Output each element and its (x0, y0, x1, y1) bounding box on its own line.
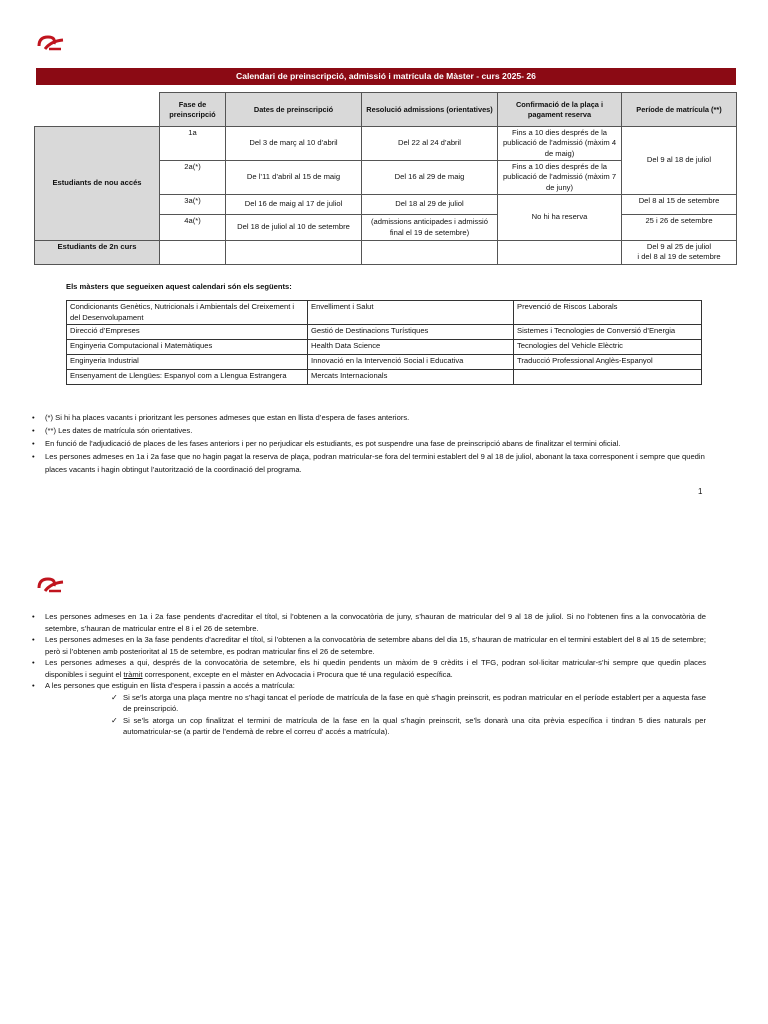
sub-list (45, 692, 706, 738)
note-text: corresponent, excepte en el màster en Advocacia i Procura que té una regulació específica. (142, 669, 453, 679)
dates-cell: Del 18 de juliol al 10 de setembre (226, 215, 362, 241)
master-cell: Health Data Science (308, 340, 514, 355)
table-row (67, 370, 702, 385)
table-row (67, 301, 702, 325)
master-cell: Prevenció de Riscos Laborals (514, 301, 702, 325)
master-cell: Gestió de Destinacions Turístiques (308, 325, 514, 340)
header-confirmation: Confirmació de la plaça i pagament reserva (498, 93, 622, 127)
list-item: • En funció de l’adjudicació de places de les fases anteriors i per no perjudicar els estudiants, es pot suspendre una fase de preinscripció abans de finalitzar el termini oficial. (30, 437, 706, 450)
resolution-cell: Del 22 al 24 d’abril (362, 127, 498, 161)
list-item: • Les persones admeses en la 3a fase pendents d’acreditar el títol, si l’obtenen a la convocatòria de setembre abans del dia 15, s’hauran de matricular en el termini establert del 8 al 15 de setembre; però si l’obtenen amb posterioritat al 15 de setembre, es podran matricular fins el 26 de setembre. (30, 634, 706, 657)
university-logo-icon (36, 34, 66, 52)
list-item: • Les persones admeses en 1a i 2a fase que no hagin pagat la reserva de plaça, podran matricular-se fora del termini establert del 9 al 18 de juliol, abonant la taxa corresponent i sempre que quedin places vacants i hagin obtingut l’autorització de la coordinació del programa. (30, 450, 706, 476)
master-cell: Condicionants Genètics, Nutricionals i Ambientals del Creixement i del Desenvolupament (67, 301, 308, 325)
resolution-cell: Del 18 al 29 de juliol (362, 195, 498, 215)
group-second-year: Estudiants de 2n curs (35, 241, 160, 265)
sub-list-item (113, 692, 706, 715)
master-cell: Traducció Professional Anglès-Espanyol (514, 355, 702, 370)
phase-cell: 2a(*) (160, 161, 226, 195)
page-number: 1 (698, 487, 703, 496)
master-cell: Sistemes i Tecnologies de Conversió d’Energia (514, 325, 702, 340)
resolution-cell: Del 16 al 29 de maig (362, 161, 498, 195)
underlined-word: tràmit (123, 669, 143, 679)
notes-list (30, 411, 706, 476)
master-cell: Direcció d’Empreses (67, 325, 308, 340)
masters-intro: Els màsters que segueixen aquest calendari són els següents: (66, 282, 292, 291)
check-icon: ✓ (111, 715, 118, 725)
header-enrolment: Període de matrícula (**) (622, 93, 737, 127)
sub-note-text: Si se’ls atorga una plaça mentre no s’hagi tancat el període de matrícula de la fase en què s’hagin preinscrit, es podran matricular en el període establert per a aquesta fase de preinscripció. (123, 692, 706, 713)
dates-cell: Del 3 de març al 10 d’abril (226, 127, 362, 161)
list-item: • (**) Les dates de matrícula són orientatives. (30, 424, 706, 437)
check-icon: ✓ (111, 692, 118, 702)
admission-calendar-table (34, 92, 737, 265)
phase-cell: 3a(*) (160, 195, 226, 215)
master-cell: Innovació en la Intervenció Social i Educativa (308, 355, 514, 370)
resolution-cell: (admissions anticipades i admissió final el 19 de setembre) (362, 215, 498, 241)
list-item (30, 680, 706, 738)
sub-list-item (113, 715, 706, 738)
master-cell: Mercats Internacionals (308, 370, 514, 385)
note-text: A les persones que estiguin en llista d’espera i passin a accés a matrícula: (45, 681, 295, 690)
enrolment-cell-second (622, 241, 737, 265)
master-cell: Enginyeria Computacional i Matemàtiques (67, 340, 308, 355)
phase-cell: 1a (160, 127, 226, 161)
table-row (67, 340, 702, 355)
table-row (67, 325, 702, 340)
enrolment-second-line-1: Del 9 al 25 de juliol (646, 242, 712, 251)
calendar-title-banner: Calendari de preinscripció, admissió i matrícula de Màster - curs 2025- 26 (36, 68, 736, 85)
master-cell: Enginyeria Industrial (67, 355, 308, 370)
table-row (67, 355, 702, 370)
sub-note-text: Si se’ls atorga un cop finalitzat el termini de matrícula de la fase en la qual s’hagin preinscrit, se’ls donarà una cita prèvia específica i tindran 5 dies naturals per automatricular-se (a partir de l’endemà de rebre el correu d’ accés a matrícula). (123, 715, 706, 736)
master-cell (514, 370, 702, 385)
enrolment-cell: 25 i 26 de setembre (622, 215, 737, 241)
enrolment-cell: Del 9 al 18 de juliol (622, 127, 737, 195)
enrolment-second-line-2: i del 8 al 19 de setembre (637, 252, 721, 262)
master-cell: Ensenyament de Llengües: Espanyol com a Llengua Estrangera (67, 370, 308, 385)
phase-cell: 4a(*) (160, 215, 226, 241)
group-new-students: Estudiants de nou accés (35, 127, 160, 241)
confirmation-cell: Fins a 10 dies després de la publicació de l’admissió (màxim 4 de maig) (498, 127, 622, 161)
list-item: • Les persones admeses en 1a i 2a fase pendents d’acreditar el títol, si l’obtenen a la convocatòria de juny, s’hauran de matricular del 9 al 18 de juliol. Si no l’obtenen fins a la convocatòria de setembre, s’hauran de matricular entre el 8 i el 26 de setembre. (30, 611, 706, 634)
master-cell: Envelliment i Salut (308, 301, 514, 325)
dates-cell: De l’11 d’abril al 15 de maig (226, 161, 362, 195)
enrolment-cell: Del 8 al 15 de setembre (622, 195, 737, 215)
no-reserve-cell: No hi ha reserva (498, 195, 622, 241)
header-dates: Dates de preinscripció (226, 93, 362, 127)
header-phase: Fase de preinscripció (160, 93, 226, 127)
masters-table (66, 300, 702, 385)
university-logo-icon (36, 576, 66, 594)
note-text: Les persones admeses a qui, després de la convocatòria de setembre, els hi quedin pendents un màxim de 9 crèdits i el TFG, podran sol·licitar matricular-s’hi sempre que quedin places disponibles i seguint el (45, 658, 706, 679)
master-cell: Tecnologies del Vehicle Elèctric (514, 340, 702, 355)
confirmation-cell: Fins a 10 dies després de la publicació de l’admissió (màxim 7 de juny) (498, 161, 622, 195)
notes-list-page-2 (30, 611, 706, 738)
dates-cell: Del 16 de maig al 17 de juliol (226, 195, 362, 215)
list-item (30, 657, 706, 680)
list-item: • (*) Si hi ha places vacants i prioritzant les persones admeses que estan en llista d’espera de fases anteriors. (30, 411, 706, 424)
header-resolution: Resolució admissions (orientatives) (362, 93, 498, 127)
